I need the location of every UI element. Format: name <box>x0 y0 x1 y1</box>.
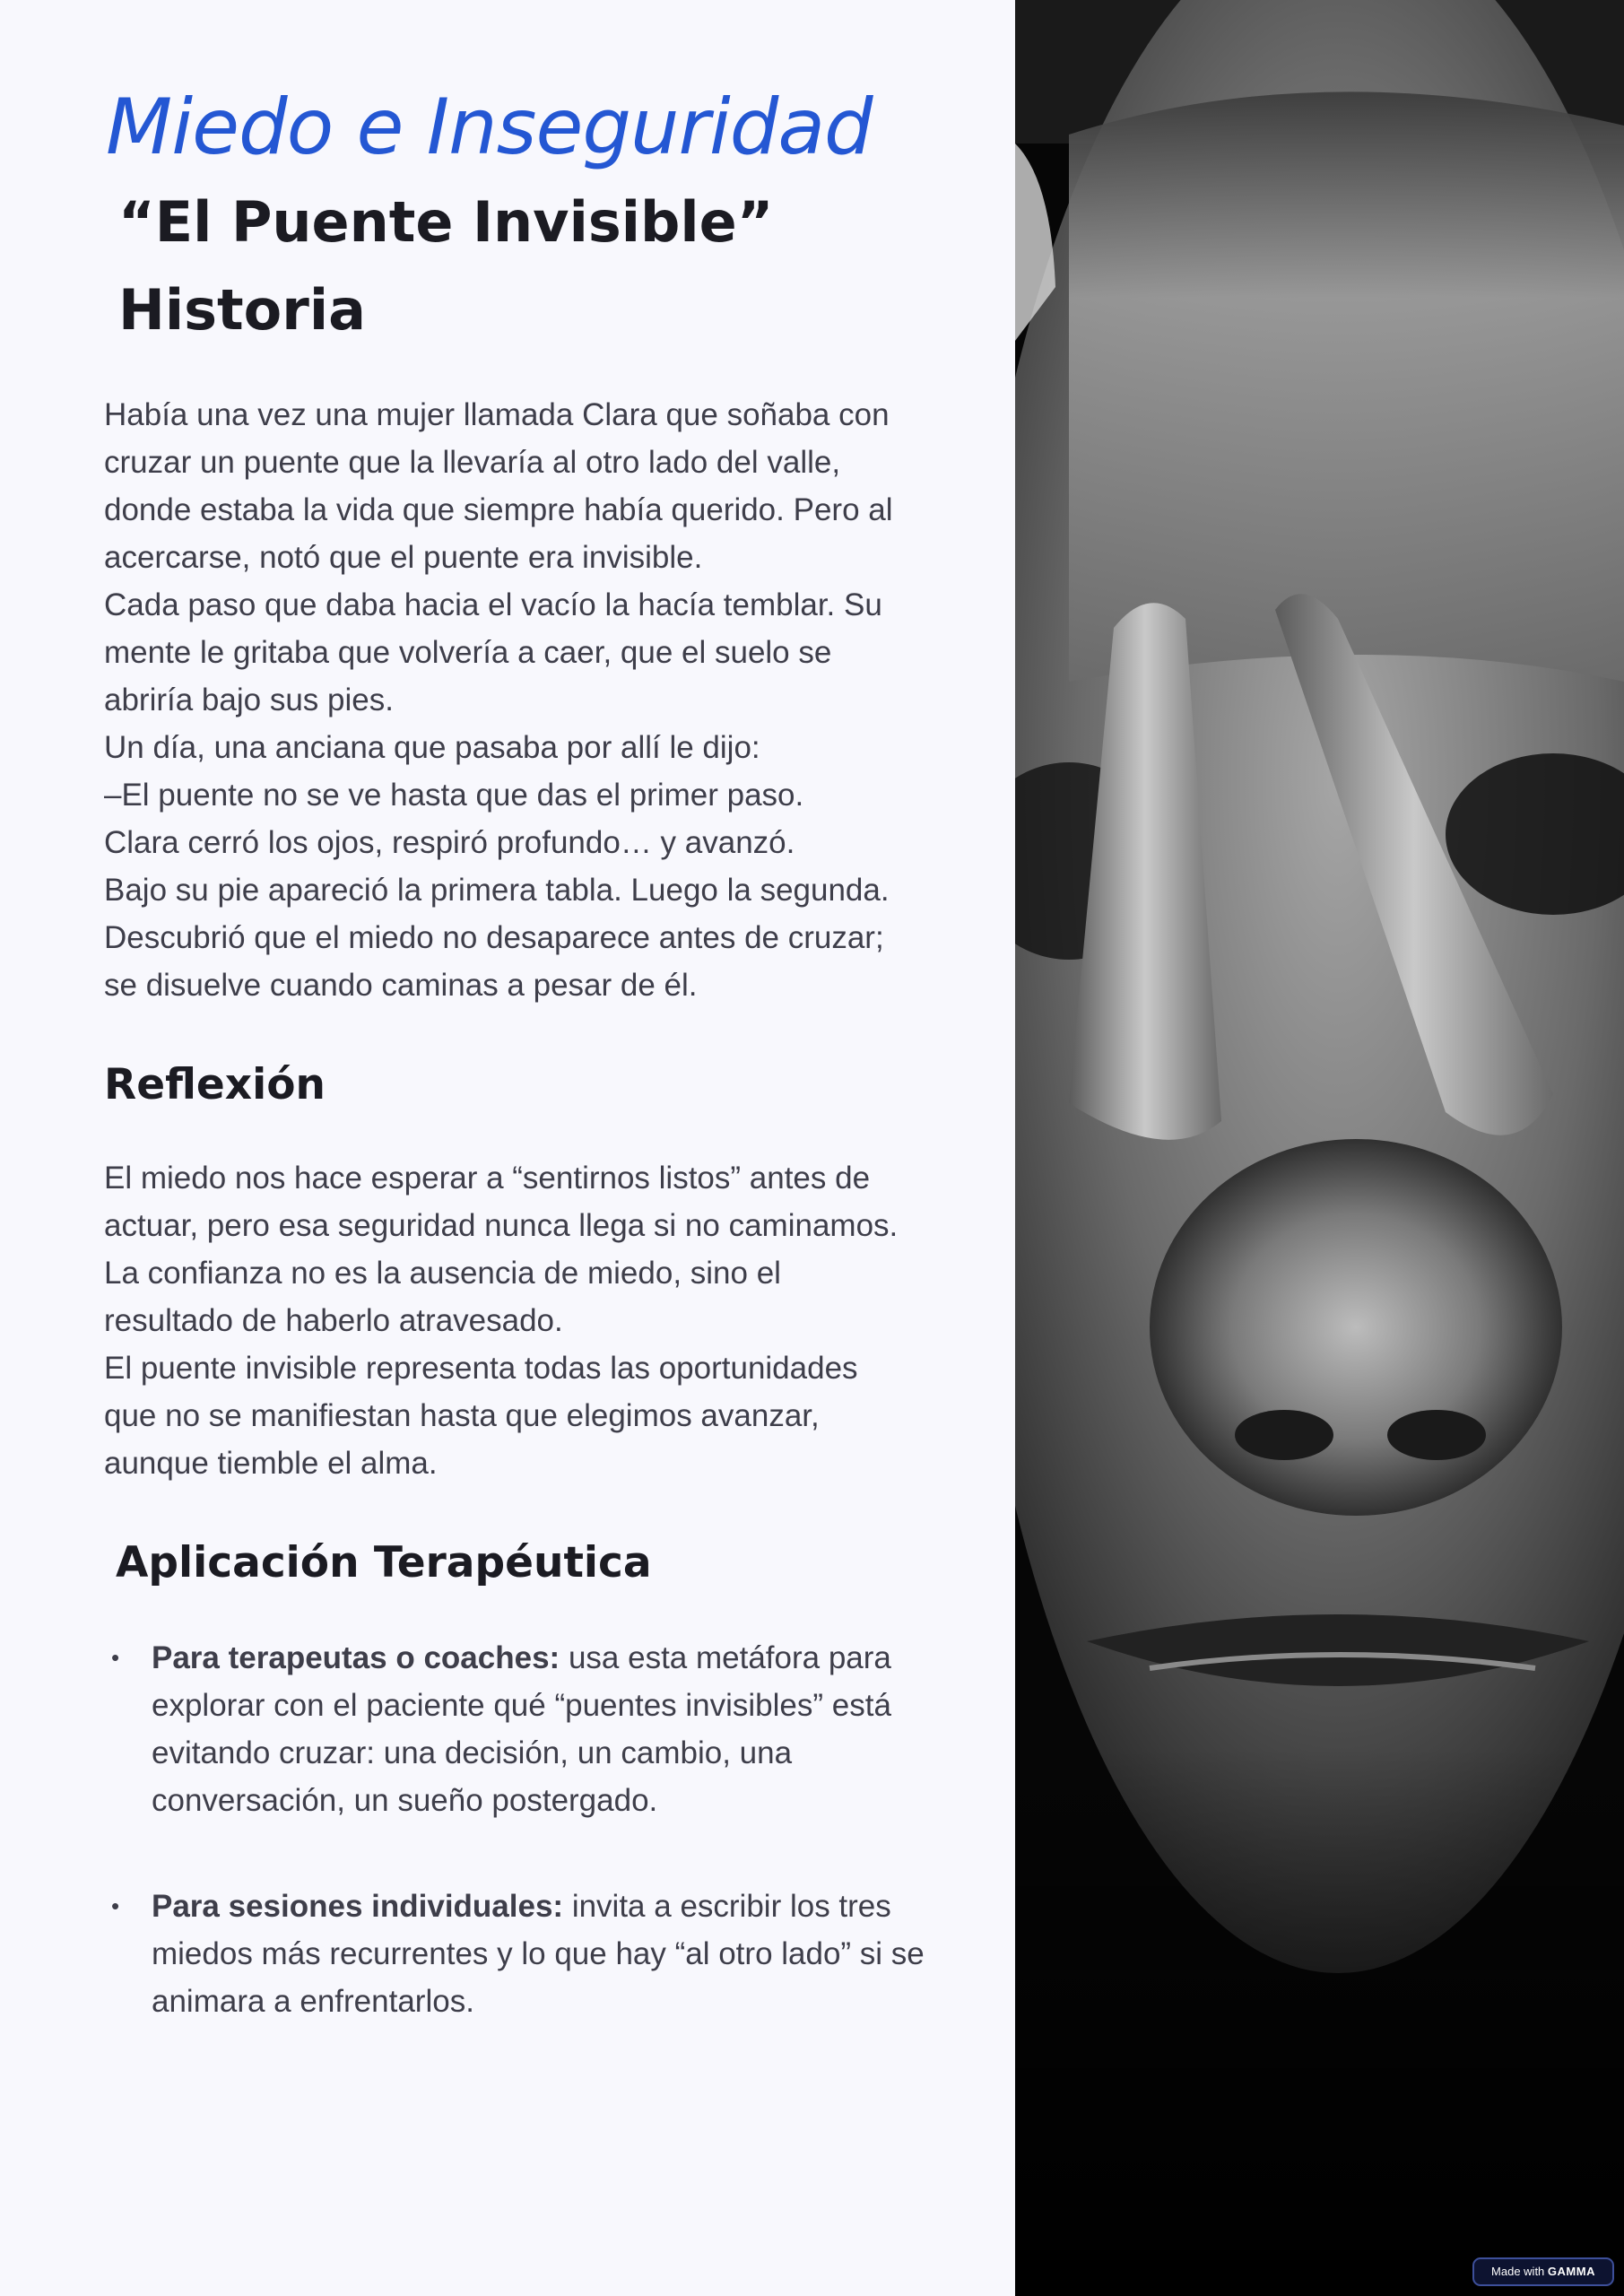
list-item <box>106 1634 940 1824</box>
story-line: Había una vez una mujer llamada Clara que soñaba con <box>104 397 890 432</box>
badge-brand: GAMMA <box>1547 2265 1595 2278</box>
reflection-line: La confianza no es la ausencia de miedo, sino el <box>104 1256 781 1291</box>
bullet-dot-icon: • <box>111 1892 120 1919</box>
reflection-line: aunque tiemble el alma. <box>104 1446 438 1481</box>
story-line: mente le gritaba que volvería a caer, que el suelo se <box>104 635 832 670</box>
woman-covering-face-photo <box>1015 0 1624 2296</box>
story-subtitle: “El Puente Invisible” <box>118 189 774 255</box>
story-line: abriría bajo sus pies. <box>104 683 394 718</box>
reflection-paragraph <box>104 1154 898 1487</box>
reflection-heading: Reflexión <box>104 1060 326 1109</box>
made-with-gamma-badge[interactable] <box>1472 2257 1614 2286</box>
badge-prefix: Made with <box>1491 2265 1548 2278</box>
reflection-line: resultado de haberlo atravesado. <box>104 1303 563 1338</box>
story-line: donde estaba la vida que siempre había querido. Pero al <box>104 492 893 527</box>
photo-illustration <box>1015 0 1624 2296</box>
reflection-line: actuar, pero esa seguridad nunca llega si no caminamos. <box>104 1208 899 1243</box>
list-item-text <box>152 1883 940 2025</box>
story-line: Bajo su pie apareció la primera tabla. Luego la segunda. <box>104 873 890 908</box>
story-heading: Historia <box>118 277 366 343</box>
application-heading: Aplicación Terapéutica <box>116 1538 652 1587</box>
story-line: Un día, una anciana que pasaba por allí le dijo: <box>104 730 760 765</box>
reflection-line: El puente invisible representa todas las oportunidades <box>104 1351 858 1386</box>
story-line: Cada paso que daba hacia el vacío la hacía temblar. Su <box>104 587 882 622</box>
bullet-dot-icon: • <box>111 1644 120 1671</box>
list-item-text <box>152 1634 940 1824</box>
story-line: –El puente no se ve hasta que das el primer paso. <box>104 778 804 813</box>
story-line: Descubrió que el miedo no desaparece antes de cruzar; <box>104 920 884 955</box>
list-item-label: Para sesiones individuales: <box>152 1889 564 1924</box>
story-line: acercarse, notó que el puente era invisible. <box>104 540 703 575</box>
reflection-line: El miedo nos hace esperar a “sentirnos listos” antes de <box>104 1161 871 1196</box>
story-line: Clara cerró los ojos, respiró profundo… y avanzó. <box>104 825 795 860</box>
story-paragraph <box>104 391 893 1009</box>
story-line: cruzar un puente que la llevaría al otro lado del valle, <box>104 445 841 480</box>
reflection-line: que no se manifiestan hasta que elegimos avanzar, <box>104 1398 820 1433</box>
page-title: Miedo e Inseguridad <box>106 83 873 172</box>
list-item <box>106 1883 940 2025</box>
list-item-body: invita a escribir los tres miedos más recurrentes y lo que hay “al otro lado” si se animara a enfrentarlos. <box>152 1889 925 2019</box>
story-line: se disuelve cuando caminas a pesar de él. <box>104 968 698 1003</box>
list-item-body: usa esta metáfora para explorar con el paciente qué “puentes invisibles” está evitando cruzar: una decisión, un cambio, una conversación, un sueño postergado. <box>152 1640 891 1818</box>
list-item-label: Para terapeutas o coaches: <box>152 1640 560 1675</box>
